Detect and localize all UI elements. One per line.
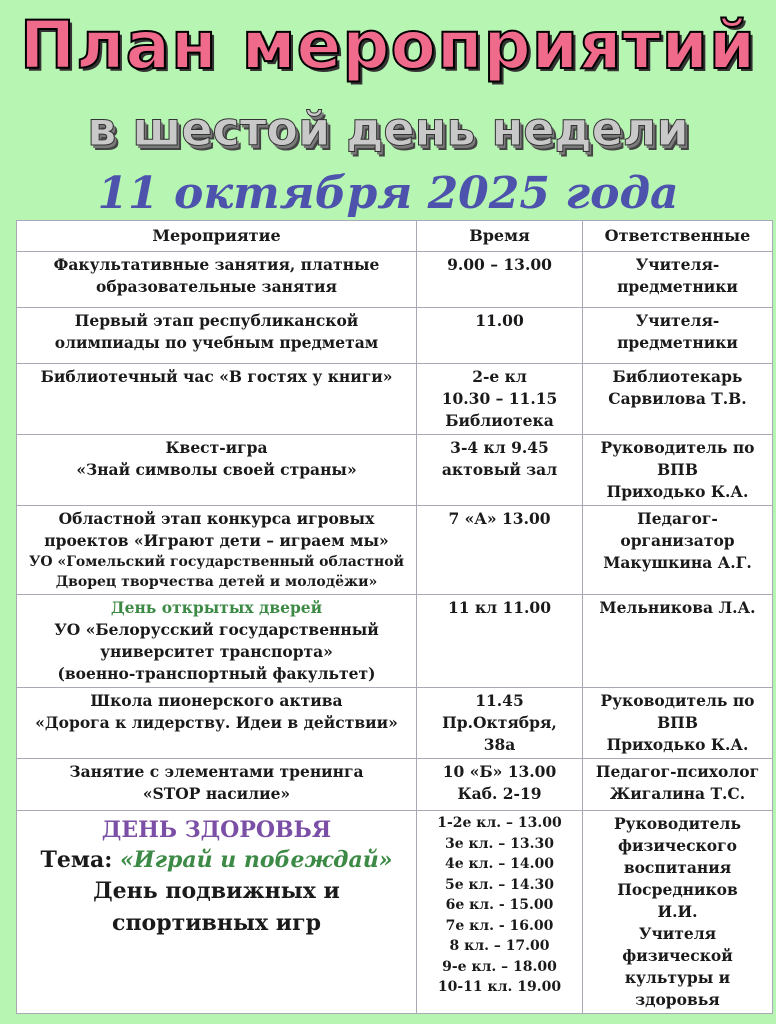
time-slot: 7е кл. - 16.00 bbox=[445, 917, 554, 934]
event-cell: Занятие с элементами тренинга «STOP насилие» bbox=[17, 759, 417, 811]
health-day-theme bbox=[21, 845, 412, 875]
table-row bbox=[17, 506, 773, 595]
health-day-title: ДЕНЬ ЗДОРОВЬЯ bbox=[101, 817, 332, 843]
responsible-cell: Учителя- предметники bbox=[583, 308, 773, 364]
table-row bbox=[17, 252, 773, 308]
time-cell: 11 кл 11.00 bbox=[417, 595, 583, 688]
time-cell: 2-е кл 10.30 – 11.15 Библиотека bbox=[417, 364, 583, 435]
time-slot: 4е кл. – 14.00 bbox=[445, 856, 554, 872]
column-header-event: Мероприятие bbox=[17, 221, 417, 252]
time-cell: 10 «Б» 13.00 Каб. 2-19 bbox=[417, 759, 583, 811]
table-row bbox=[17, 308, 773, 364]
time-slot: 5е кл. – 14.30 bbox=[445, 876, 554, 893]
time-cell: 11.45 Пр.Октября, 38а bbox=[417, 688, 583, 759]
page-subtitle: в шестой день недели bbox=[87, 102, 689, 156]
time-cell: 11.00 bbox=[417, 308, 583, 364]
event-cell: Школа пионерского актива «Дорога к лидерству. Идеи в действии» bbox=[17, 688, 417, 759]
responsible-cell: Руководитель по ВПВ Приходько К.А. bbox=[583, 435, 773, 506]
responsible-cell: Руководитель по ВПВ Приходько К.А. bbox=[583, 688, 773, 759]
time-cell: 9.00 – 13.00 bbox=[417, 252, 583, 308]
responsible-cell: Библиотекарь Сарвилова Т.В. bbox=[583, 364, 773, 435]
responsible-cell: Руководитель физического воспитания Посредников И.И. Учителя физической культуры и здоровья bbox=[583, 811, 773, 1014]
column-header-time: Время bbox=[417, 221, 583, 252]
responsible-cell: Мельникова Л.А. bbox=[583, 595, 773, 688]
time-cell bbox=[417, 811, 583, 1014]
event-cell: Факультативные занятия, платные образовательные занятия bbox=[17, 252, 417, 308]
event-date: 11 октября 2025 года bbox=[97, 168, 679, 219]
table-row bbox=[17, 688, 773, 759]
event-cell bbox=[17, 506, 417, 595]
event-title: УО «Белорусский государственный университет транспорта» (военно-транспортный факультет) bbox=[54, 620, 379, 683]
event-cell bbox=[17, 811, 417, 1014]
event-cell: Библиотечный час «В гостях у книги» bbox=[17, 364, 417, 435]
table-row-health-day bbox=[17, 811, 773, 1014]
time-slot: 10-11 кл. 19.00 bbox=[437, 979, 562, 995]
events-table bbox=[16, 220, 773, 1014]
table-row bbox=[17, 595, 773, 688]
table-header-row bbox=[17, 221, 773, 252]
health-day-description: День подвижных и спортивных игр bbox=[93, 878, 340, 936]
time-cell: 7 «А» 13.00 bbox=[417, 506, 583, 595]
event-cell bbox=[17, 595, 417, 688]
table-row bbox=[17, 435, 773, 506]
column-header-responsible: Ответственные bbox=[583, 221, 773, 252]
responsible-cell: Педагог- организатор Макушкина А.Г. bbox=[583, 506, 773, 595]
table-row bbox=[17, 759, 773, 811]
health-theme-text: «Играй и побеждай» bbox=[120, 847, 393, 873]
time-slot: 3е кл. – 13.30 bbox=[445, 835, 554, 852]
event-organizer: УО «Гомельский государственный областной Дворец творчества детей и молодёжи» bbox=[29, 554, 404, 590]
table-row bbox=[17, 364, 773, 435]
health-theme-label: Тема: bbox=[40, 847, 121, 873]
open-day-label: День открытых дверей bbox=[110, 598, 323, 617]
time-cell: 3-4 кл 9.45 актовый зал bbox=[417, 435, 583, 506]
event-title: Областной этап конкурса игровых проектов «Играют дети – играем мы» bbox=[44, 509, 389, 550]
time-slot: 9-е кл. – 18.00 bbox=[442, 958, 557, 975]
responsible-cell: Педагог-психолог Жигалина Т.С. bbox=[583, 759, 773, 811]
event-cell: Первый этап республиканской олимпиады по учебным предметам bbox=[17, 308, 417, 364]
time-slot: 1-2е кл. – 13.00 bbox=[437, 815, 562, 831]
page-title: План мероприятий bbox=[19, 7, 757, 84]
time-slot: 6е кл. - 15.00 bbox=[445, 897, 554, 913]
time-slot: 8 кл. – 17.00 bbox=[449, 938, 550, 954]
event-cell: Квест-игра «Знай символы своей страны» bbox=[17, 435, 417, 506]
responsible-cell: Учителя- предметники bbox=[583, 252, 773, 308]
